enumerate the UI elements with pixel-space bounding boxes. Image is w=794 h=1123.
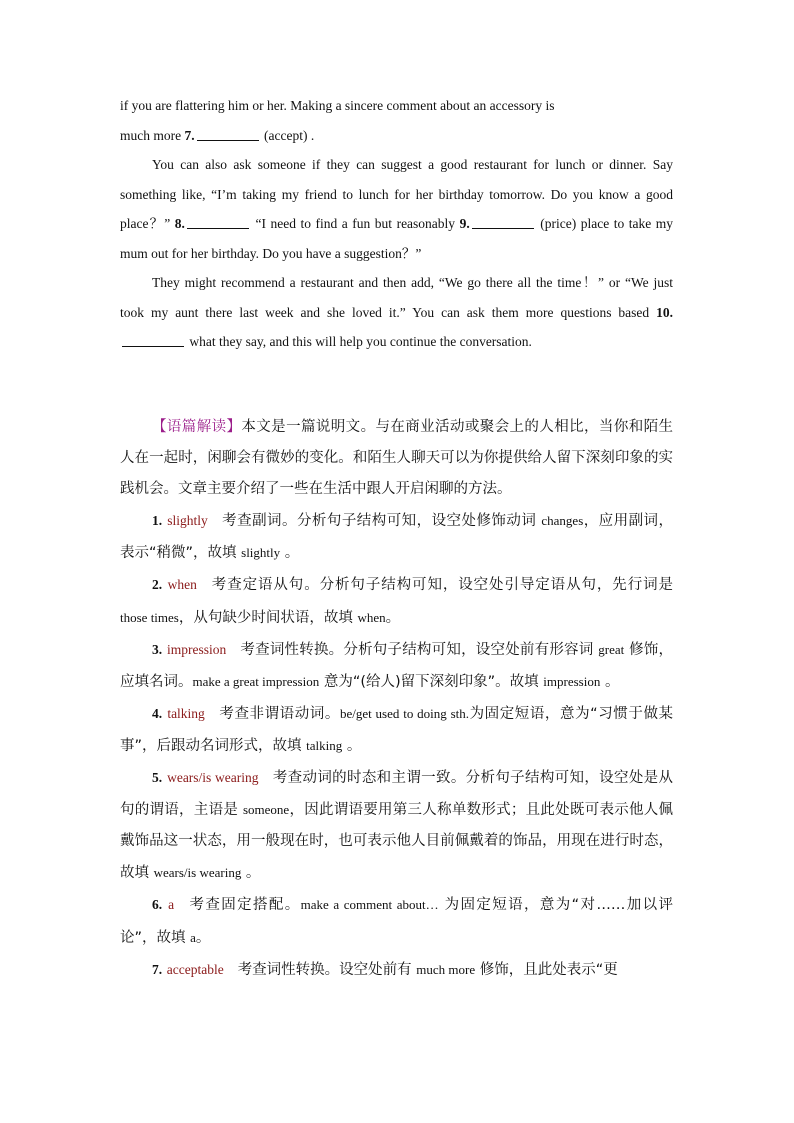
answer-item-3 xyxy=(120,634,673,698)
reading-intro xyxy=(120,412,673,505)
answer-word: when xyxy=(167,577,197,593)
explanation-text: 修饰，且此处表示“更 xyxy=(475,961,618,978)
english-term: those times xyxy=(120,609,179,625)
item-number: 7. xyxy=(152,961,163,977)
intro-tag: 【语篇解读】 xyxy=(152,419,242,435)
explanation-text: ，因此谓语要用第三人称单数形式；且此处既可表示他人佩戴饰品这一状态，用一般现在时，也可表示他人目前佩戴着的饰品，用现在进行时态，故填 xyxy=(120,802,673,882)
answer-word: acceptable xyxy=(166,961,224,977)
explanation-text: 修饰，应填名词。 xyxy=(120,641,674,690)
explanation-text: 。 xyxy=(342,737,362,754)
explanation-text: 。 xyxy=(195,929,211,946)
explanation-text: 考查固定搭配。 xyxy=(188,897,301,914)
item-number: 2. xyxy=(152,577,163,593)
explanation-text: 考查词性转换。分析句子结构可知，设空处前有形容词 xyxy=(240,641,599,658)
passage-text: what they say, and this will help you continue the conversation. xyxy=(186,334,532,349)
analysis-section xyxy=(120,412,673,986)
intro-text: 本文是一篇说明文。与在商业活动或聚会上的人相比，当你和陌生人在一起时，闲聊会有微妙的变化。和陌生人聊天可以为你提供给人留下深刻印象的实践机会。文章主要介绍了一些在生活中跟人开启闲聊的方法。 xyxy=(120,419,674,498)
answer-item-5 xyxy=(120,762,673,889)
item-number: 3. xyxy=(152,641,163,657)
passage-text: if you are flattering him or her. Making a sincere comment about an accessory is xyxy=(120,98,555,113)
answer-blank xyxy=(197,128,259,141)
english-term: someone xyxy=(242,802,290,818)
item-number: 6. xyxy=(152,897,163,913)
explanation-text: 。 xyxy=(280,545,300,562)
passage-text: (price) place to take my mum out for her birthday. Do you have a suggestion？” xyxy=(120,216,674,261)
passage-text: “I need to find a fun but reasonably xyxy=(250,216,460,231)
english-term: changes xyxy=(541,513,584,529)
explanation-text: 考查定语从句。分析句子结构可知，设空处引导定语从句，先行词是 xyxy=(210,577,673,594)
question-number: 10. xyxy=(656,304,673,320)
item-number: 4. xyxy=(152,705,163,721)
english-term: slightly xyxy=(241,545,281,561)
explanation-text: 为固定短语，意为“习惯于做某事”，后跟动名词形式，故填 xyxy=(120,705,674,754)
passage-paragraph-1 xyxy=(120,91,673,150)
explanation-text: 考查词性转换。设空处前有 xyxy=(237,961,417,978)
answer-word: wears/is wearing xyxy=(167,770,259,786)
answer-item-6 xyxy=(120,889,673,953)
explanation-text: ，应用副词，表示“稍微”，故填 xyxy=(120,513,674,562)
english-term: be/get used to doing sth. xyxy=(339,705,469,721)
english-term: talking xyxy=(306,737,343,753)
explanation-text: 考查副词。分析句子结构可知，设空处修饰动词 xyxy=(221,513,542,530)
english-term: make a great impression xyxy=(192,673,320,689)
english-term: great xyxy=(598,641,625,657)
answer-word: talking xyxy=(167,705,205,721)
english-term: make a comment about… xyxy=(300,897,439,913)
explanation-text: 考查动词的时态和主谓一致。分析句子结构可知，设空处是从句的谓语，主语是 xyxy=(120,770,674,819)
passage xyxy=(120,91,673,357)
passage-text: (accept) . xyxy=(260,127,315,143)
answer-item-1 xyxy=(120,505,673,569)
explanation-text: 。 xyxy=(241,865,261,882)
explanation-text: ，从句缺少时间状语，故填 xyxy=(178,609,358,626)
question-number: 8. xyxy=(174,216,185,231)
answer-word: slightly xyxy=(167,513,208,529)
passage-paragraph-3 xyxy=(120,268,673,357)
passage-text: They might recommend a restaurant and then add, “We go there all the time！” or “We just took my aunt there last week and she loved it.” You can ask them more questions based xyxy=(120,275,673,320)
english-term: a xyxy=(190,929,196,945)
answer-item-7 xyxy=(120,954,673,986)
english-term: impression xyxy=(543,673,601,689)
item-number: 5. xyxy=(152,770,163,786)
explanation-text: 意为“(给人)留下深刻印象”。故填 xyxy=(319,673,544,690)
passage-text: You can also ask someone if they can suggest a good restaurant for lunch or dinner. Say something like, “I’m taking my friend to lunch for her birthday tomorrow. Do you know a good place？” xyxy=(120,157,673,231)
passage-paragraph-2 xyxy=(120,150,673,268)
question-number: 7. xyxy=(184,127,195,143)
english-term: much more xyxy=(416,961,476,977)
answer-blank xyxy=(122,334,184,347)
passage-text: much more xyxy=(120,127,185,143)
explanation-text: 。 xyxy=(600,673,620,690)
answer-blank xyxy=(187,216,249,229)
english-term: when xyxy=(357,609,386,625)
answer-word: impression xyxy=(166,641,227,657)
english-term: wears/is wearing xyxy=(153,865,242,881)
explanation-text: 为固定短语，意为“对……加以评论”，故填 xyxy=(120,897,674,946)
answer-item-4 xyxy=(120,698,673,762)
answer-item-2 xyxy=(120,569,673,633)
answer-blank xyxy=(472,216,534,229)
item-number: 1. xyxy=(152,513,163,529)
explanation-text: 考查非谓语动词。 xyxy=(218,705,340,722)
question-number: 9. xyxy=(459,216,470,231)
answer-word: a xyxy=(168,897,175,913)
explanation-text: 。 xyxy=(385,609,401,626)
